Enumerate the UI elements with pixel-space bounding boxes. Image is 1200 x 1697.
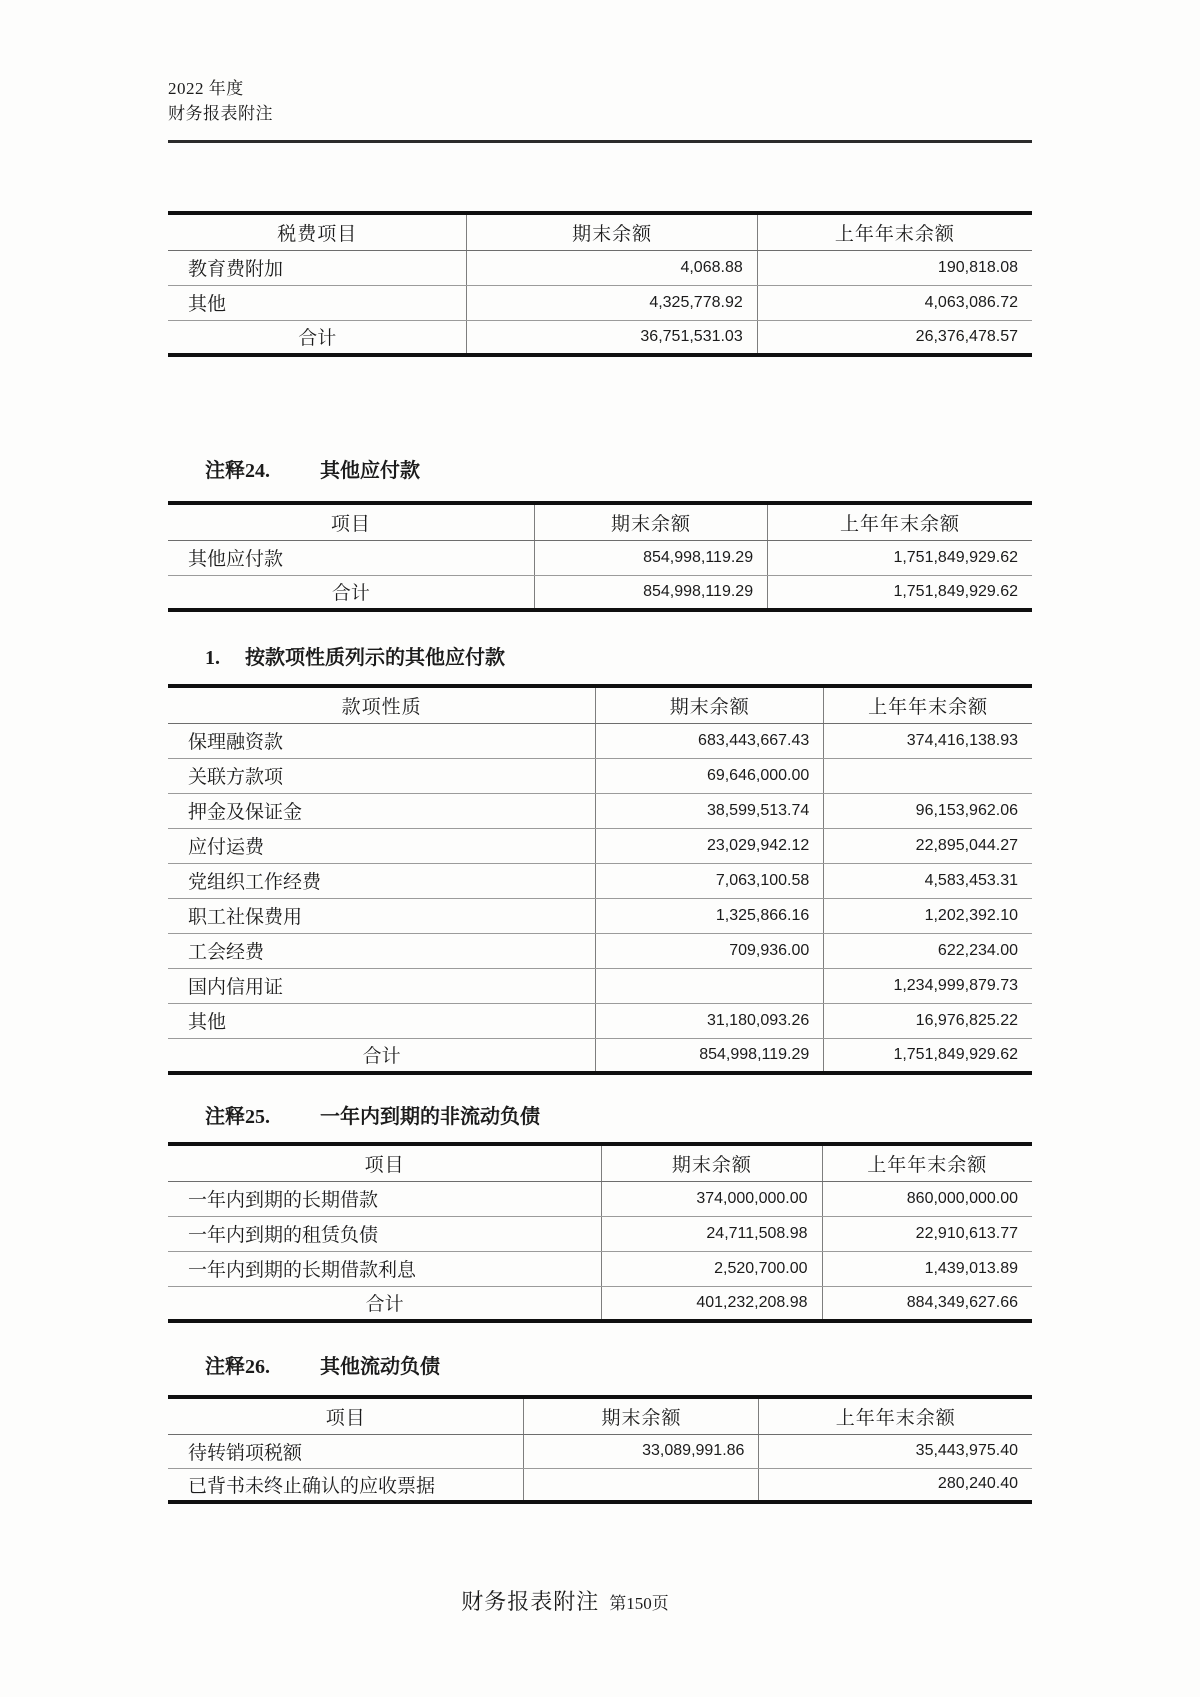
prior-year-balance-value: 622,234.00 (824, 933, 1032, 968)
table-header-row (168, 213, 1032, 250)
row-label: 工会经费 (168, 933, 596, 968)
table-row (168, 1251, 1032, 1286)
total-row (168, 1038, 1032, 1073)
footer-title: 财务报表附注 (461, 1589, 600, 1614)
table-row (168, 968, 1032, 1003)
header-doc-title: 财务报表附注 (168, 104, 273, 123)
table-row (168, 285, 1032, 320)
col-header-ending-balance: 期末余额 (534, 503, 767, 540)
table-header-row (168, 686, 1032, 723)
prior-year-balance-value (824, 758, 1032, 793)
col-header-item: 项目 (168, 1397, 524, 1434)
prior-year-balance-value: 280,240.40 (759, 1468, 1032, 1502)
ending-balance-value (524, 1468, 759, 1502)
ending-balance-total: 401,232,208.98 (602, 1286, 822, 1321)
table-row (168, 933, 1032, 968)
row-label: 已背书未终止确认的应收票据 (188, 1475, 436, 1497)
row-label: 其他 (168, 1003, 596, 1038)
total-row (168, 1286, 1032, 1321)
prior-year-balance-value: 4,063,086.72 (757, 285, 1032, 320)
due-within-one-year-table (168, 1142, 1032, 1323)
prior-year-balance-value: 16,976,825.22 (824, 1003, 1032, 1038)
prior-year-balance-value: 1,234,999,879.73 (824, 968, 1032, 1003)
row-label: 关联方款项 (168, 758, 596, 793)
table-row (168, 863, 1032, 898)
page-header (168, 0, 1032, 126)
ending-balance-value: 4,325,778.92 (467, 285, 757, 320)
prior-year-balance-value: 4,583,453.31 (824, 863, 1032, 898)
note25-title: 一年内到期的非流动负债 (320, 1106, 540, 1128)
subsection1-title: 按款项性质列示的其他应付款 (245, 647, 505, 669)
table-row (168, 540, 1032, 575)
ending-balance-value: 69,646,000.00 (596, 758, 824, 793)
prior-year-balance-value: 22,910,613.77 (822, 1216, 1032, 1251)
col-header-prior-year-balance: 上年年末余额 (759, 1397, 1032, 1434)
table-row (168, 1434, 1032, 1468)
prior-year-balance-value: 1,439,013.89 (822, 1251, 1032, 1286)
page-content (168, 0, 1032, 1504)
table-row (168, 758, 1032, 793)
row-label: 应付运费 (168, 828, 596, 863)
ending-balance-value: 854,998,119.29 (534, 540, 767, 575)
note24-number: 注释24. (205, 460, 270, 482)
ending-balance-value: 709,936.00 (596, 933, 824, 968)
total-label: 合计 (298, 328, 337, 350)
table-header-row (168, 1397, 1032, 1434)
col-header-prior-year-balance: 上年年末余额 (822, 1144, 1032, 1181)
ending-balance-value: 4,068.88 (467, 250, 757, 285)
table-row (168, 828, 1032, 863)
table-row (168, 898, 1032, 933)
table-row (168, 1216, 1032, 1251)
prior-year-balance-total: 884,349,627.66 (822, 1286, 1032, 1321)
tax-surcharges-table (168, 211, 1032, 357)
col-header-item: 项目 (168, 1144, 602, 1181)
row-label: 一年内到期的长期借款利息 (168, 1251, 602, 1286)
subsection1-number: 1. (205, 647, 220, 669)
row-label: 保理融资款 (168, 723, 596, 758)
prior-year-balance-value: 22,895,044.27 (824, 828, 1032, 863)
ending-balance-value: 24,711,508.98 (602, 1216, 822, 1251)
ending-balance-value: 33,089,991.86 (524, 1434, 759, 1468)
header-year: 2022 年度 (168, 79, 244, 98)
col-header-nature: 款项性质 (168, 686, 596, 723)
col-header-ending-balance: 期末余额 (467, 213, 757, 250)
note26-title: 其他流动负债 (320, 1356, 440, 1378)
total-row (168, 320, 1032, 355)
total-label: 合计 (365, 1294, 404, 1316)
payables-by-nature-table (168, 684, 1032, 1075)
ending-balance-value: 38,599,513.74 (596, 793, 824, 828)
total-row (168, 575, 1032, 610)
row-label: 国内信用证 (168, 968, 596, 1003)
prior-year-balance-value: 860,000,000.00 (822, 1181, 1032, 1216)
note25-number: 注释25. (205, 1106, 270, 1128)
ending-balance-value: 374,000,000.00 (602, 1181, 822, 1216)
note24-heading (168, 457, 1032, 485)
prior-year-balance-value: 1,202,392.10 (824, 898, 1032, 933)
table-row (168, 1003, 1032, 1038)
row-label: 一年内到期的长期借款 (168, 1181, 602, 1216)
table-row (168, 1181, 1032, 1216)
row-label: 押金及保证金 (168, 793, 596, 828)
note26-number: 注释26. (205, 1356, 270, 1378)
prior-year-balance-value: 1,751,849,929.62 (768, 540, 1032, 575)
ending-balance-value: 23,029,942.12 (596, 828, 824, 863)
col-header-tax-item: 税费项目 (168, 213, 467, 250)
prior-year-balance-value: 96,153,962.06 (824, 793, 1032, 828)
ending-balance-value: 31,180,093.26 (596, 1003, 824, 1038)
ending-balance-value: 7,063,100.58 (596, 863, 824, 898)
subsection1-heading (168, 644, 1032, 672)
note26-heading (168, 1353, 1032, 1381)
prior-year-balance-total: 26,376,478.57 (757, 320, 1032, 355)
prior-year-balance-total: 1,751,849,929.62 (824, 1038, 1032, 1073)
col-header-prior-year-balance: 上年年末余额 (824, 686, 1032, 723)
ending-balance-value (596, 968, 824, 1003)
row-label: 一年内到期的租赁负债 (168, 1216, 602, 1251)
other-payables-table (168, 501, 1032, 612)
col-header-item: 项目 (168, 503, 534, 540)
prior-year-balance-value: 190,818.08 (757, 250, 1032, 285)
table-row (168, 723, 1032, 758)
ending-balance-total: 36,751,531.03 (467, 320, 757, 355)
note24-title: 其他应付款 (320, 460, 420, 482)
row-label: 职工社保费用 (168, 898, 596, 933)
row-label: 党组织工作经费 (168, 863, 596, 898)
table-row (168, 793, 1032, 828)
table-header-row (168, 503, 1032, 540)
row-label: 其他应付款 (168, 540, 534, 575)
table-row (168, 250, 1032, 285)
ending-balance-value: 2,520,700.00 (602, 1251, 822, 1286)
col-header-ending-balance: 期末余额 (524, 1397, 759, 1434)
footer-page-number: 第150页 (609, 1594, 669, 1613)
note25-heading (168, 1103, 1032, 1131)
prior-year-balance-value: 35,443,975.40 (759, 1434, 1032, 1468)
ending-balance-total: 854,998,119.29 (534, 575, 767, 610)
other-current-liabilities-table (168, 1395, 1032, 1504)
prior-year-balance-value: 374,416,138.93 (824, 723, 1032, 758)
page-footer (0, 1585, 1165, 1616)
total-label: 合计 (362, 1046, 401, 1068)
ending-balance-total: 854,998,119.29 (596, 1038, 824, 1073)
row-label: 其他 (168, 285, 467, 320)
table-row (168, 1468, 1032, 1502)
ending-balance-value: 683,443,667.43 (596, 723, 824, 758)
total-label: 合计 (331, 583, 370, 605)
header-rule (168, 140, 1032, 143)
row-label: 待转销项税额 (168, 1434, 524, 1468)
col-header-ending-balance: 期末余额 (596, 686, 824, 723)
col-header-prior-year-balance: 上年年末余额 (768, 503, 1032, 540)
table-header-row (168, 1144, 1032, 1181)
prior-year-balance-total: 1,751,849,929.62 (768, 575, 1032, 610)
col-header-ending-balance: 期末余额 (602, 1144, 822, 1181)
col-header-prior-year-balance: 上年年末余额 (757, 213, 1032, 250)
ending-balance-value: 1,325,866.16 (596, 898, 824, 933)
row-label: 教育费附加 (168, 250, 467, 285)
